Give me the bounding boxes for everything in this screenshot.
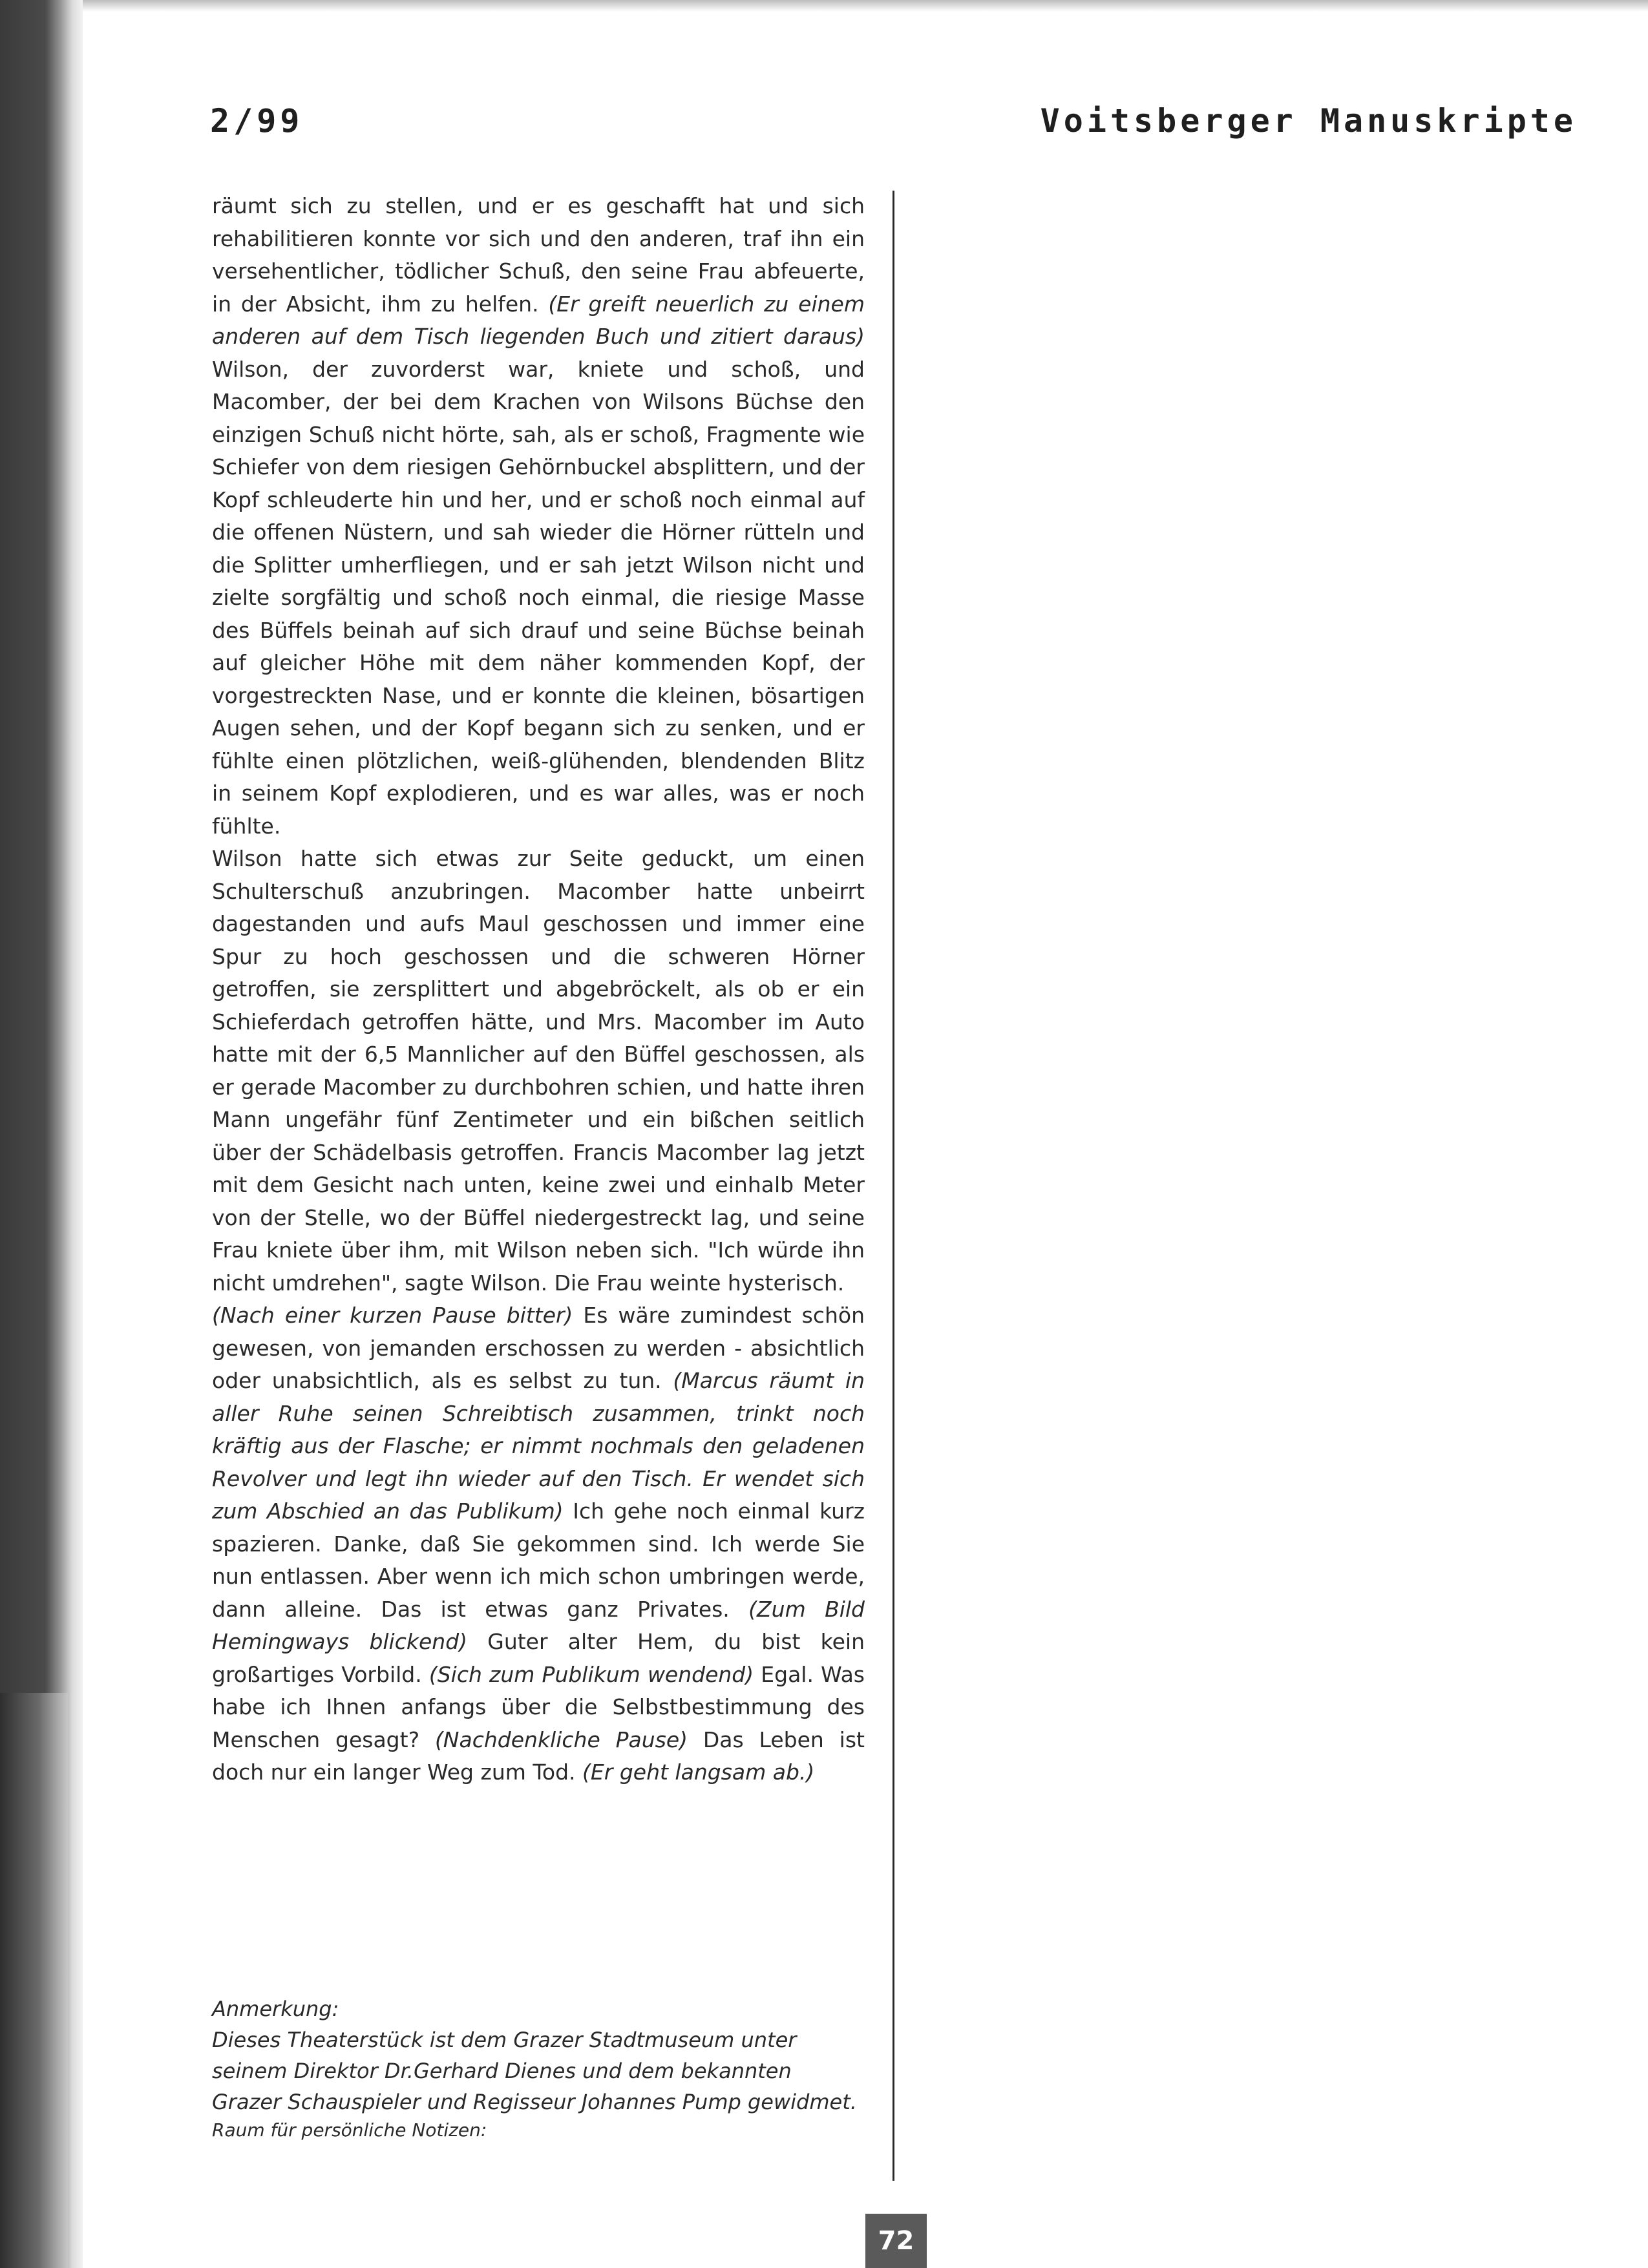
stage-direction: (Nach einer kurzen Pause bitter) [212, 1303, 573, 1328]
dialogue-text: Wilson, der zuvorderst war, kniete und schoß, und Macomber, der bei dem Krachen von Wilsons Büchse den einzigen Schuß nicht hörte, sah, als er schoß, Fragmente wie Schiefer von dem riesigen Gehörnbuckel absplittern, und der Kopf schleuderte hin und her, und er schoß noch einmal auf die offenen Nüstern, und sah wieder die Hörner rütteln und die Splitter umherfliegen, und er sah jetzt Wilson nicht und zielte sorgfältig und schoß noch einmal, die riesige Masse des Büffels beinah auf sich drauf und seine Büchse beinah auf gleicher Höhe mit dem näher kommenden Kopf, der vorgestreckten Nase, und er konnte die kleinen, bösartigen Augen sehen, und der Kopf begann sich zu senken, und er fühlte einen plötzlichen, weiß-glühenden, blendenden Blitz in seinem Kopf explodieren, und es war alles, was er noch fühlte. [212, 356, 865, 839]
dialogue-text: räumt sich zu stellen, und er es geschafft hat und sich rehabilitieren konnte vor sich und den anderen, traf ihn ein versehentlicher, tödlicher Schuß, den seine Frau abfeuerte, in der Absicht, ihm zu helfen. [212, 193, 865, 317]
paragraph [212, 843, 865, 1299]
publication-title: Voitsberger Manuskripte [1040, 102, 1577, 140]
dialogue-text: Es wäre zumindest schön gewesen, von jemanden erschossen zu werden - absichtlich oder unabsichtlich, als es selbst zu tun. [212, 1303, 865, 1393]
page-shadow-top [0, 0, 1648, 12]
dialogue-text: Ich gehe noch einmal kurz spazieren. Danke, daß Sie gekommen sind. Ich werde Sie nun entlassen. Aber wenn ich mich schon umbringen werde, dann alleine. Das ist etwas ganz Privates. [212, 1498, 865, 1622]
dialogue-text: Guter alter Hem, du bist kein großartiges Vorbild. [212, 1629, 865, 1687]
stage-direction: (Er greift neuerlich zu einem anderen auf dem Tisch liegenden Buch und zitiert daraus) [212, 291, 865, 349]
page-number: 72 [865, 2214, 927, 2268]
note-dedication: Dieses Theaterstück ist dem Grazer Stadtmuseum unter seinem Direktor Dr.Gerhard Dienes und dem bekannten Grazer Schauspieler und Regisseur Johannes Pump gewidmet. [212, 2028, 857, 2114]
footnote [212, 1993, 865, 2143]
stage-direction: (Zum Bild Hemingways blickend) [212, 1596, 865, 1654]
stage-direction: (Nachdenkliche Pause) [434, 1727, 688, 1752]
dialogue-text: Egal. Was habe ich Ihnen anfangs über die Selbstbestimmung des Menschen gesagt? [212, 1661, 865, 1752]
note-heading: Anmerkung: [212, 1997, 339, 2021]
dialogue-text: Wilson hatte sich etwas zur Seite geduckt, um einen Schulterschuß anzubringen. Macomber hatte unbeirrt dagestanden und aufs Maul geschossen und immer eine Spur zu hoch geschossen und die schweren Hörner getroffen, sie zersplittert und abgebröckelt, als ob er ein Schieferdach getroffen hätte, und Mrs. Macomber im Auto hatte mit der 6,5 Mannlicher auf den Büffel geschossen, als er gerade Macomber zu durchbohren schien, und hatte ihren Mann ungefähr fünf Zentimeter und ein bißchen seitlich über der Schädelbasis getroffen. Francis Macomber lag jetzt mit dem Gesicht nach unten, keine zwei und einhalb Meter von der Stelle, wo der Büffel niedergestreckt lag, und seine Frau kniete über ihm, mit Wilson neben sich. "Ich würde ihn nicht umdrehen", sagte Wilson. Die Frau weinte hysterisch. [212, 846, 865, 1296]
dialogue-text: Das Leben ist doch nur ein langer Weg zum Tod. [212, 1727, 865, 1785]
stage-direction: (Marcus räumt in aller Ruhe seinen Schreibtisch zusammen, trinkt noch kräftig aus der Flasche; er nimmt nochmals den geladenen Revolver und legt ihn wieder auf den Tisch. Er wendet sich zum Abschied an das Publikum) [212, 1368, 865, 1524]
main-text [212, 190, 865, 1789]
paragraph [212, 1299, 865, 1789]
notes-label: Raum für persönliche Notizen: [212, 2119, 487, 2141]
page-binding-edge-lower [0, 1693, 68, 2268]
issue-number: 2/99 [210, 102, 304, 140]
stage-direction: (Sich zum Publikum wendend) [428, 1661, 754, 1687]
paragraph [212, 190, 865, 843]
stage-direction: (Er geht langsam ab.) [582, 1759, 815, 1785]
column-divider [893, 191, 894, 2181]
